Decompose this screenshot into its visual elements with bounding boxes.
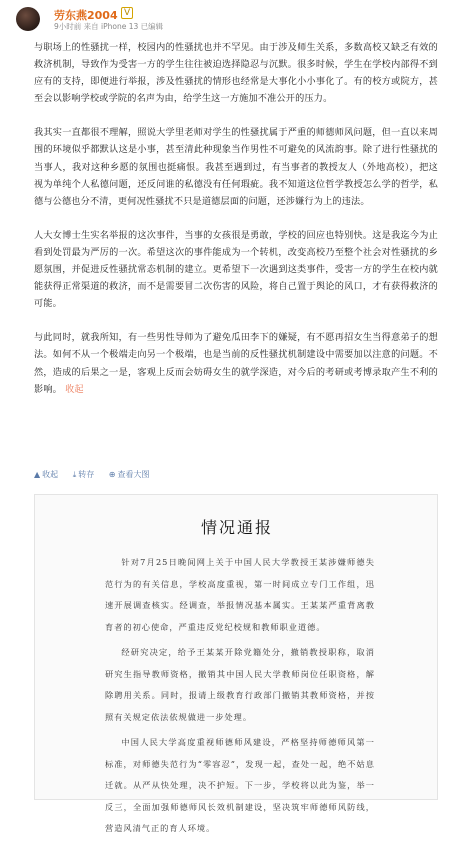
post-paragraph-1: 与职场上的性骚扰一样，校园内的性骚扰也并不罕见。由于涉及师生关系，多数高校又缺乏有效的救济机制，导致作为受害一方的学生往往被迫选择隐忍与沉默。很多时候，学生在学校内部得不到应有的支持，即便进行举报，涉及性骚扰的情形也经常是大事化小小事化了。有的校方或院方，甚至会以影响学校或学院的名声为由，给学生这一方施加不准公开的压力。 [34,43,438,105]
view-large-label: 查看大图 [117,470,150,479]
username[interactable]: 劳东燕2004 [54,9,118,22]
vip-badge: V [121,7,133,19]
notice-paragraph-1: 针对7月25日晚间网上关于中国人民大学教授王某涉嫌师德失范行为的有关信息，学校高度重视，第一时间成立专门工作组，迅速开展调查核实。经调查，举报情况基本属实。王某某严重背离教育者的初心使命，严重违反党纪校规和教师职业道德。 [105,557,375,632]
notice-body [105,552,375,844]
post-header [0,0,455,36]
collapse-action[interactable] [34,469,58,480]
post-paragraph-3: 人大女博士生实名举报的这次事件，当事的女孩很是勇敢，学校的回应也特别快。这是我迄今为止看到处罚最为严厉的一次。希望这次的事件能成为一个转机，改变高校乃至整个社会对性骚扰的乡愿氛围，并促进反性骚扰常态机制的建立。更希望下一次遇到这类事件，受害一方的学生在校内就能获得正常渠道的救济，而不是需要冒二次伤害的风险，将自己置于舆论的风口，才有获得救济的可能。 [34,230,438,310]
collapse-label: 收起 [42,470,59,479]
image-action-bar [34,469,162,483]
post-body [34,40,438,399]
post-paragraph-4 [34,330,438,398]
post-paragraph-2: 我其实一直都很不理解，照说大学里老师对学生的性骚扰属于严重的师德师风问题，但一直以来周围的环境似乎都默认这是小事，甚至清此种现象当作男性不可避免的风流韵事。除了进行性骚扰的当事人，我对这种乡愿的氛围也挺痛恨。我甚至遇到过，有当事者的教授友人（外地高校），把这视为单纯个人私德问题，还反问谁的私德没有任何瑕疵。我不知道这位哲学教授怎么学的哲学，私德与公德也分不清，更何况性骚扰不只是道德层面的问题，还涉嫌行为上的违法。 [34,128,438,207]
notice-image[interactable] [34,494,438,833]
collapse-icon: ▲ [34,470,41,479]
save-image-label: 转存 [78,470,95,479]
avatar[interactable] [16,7,40,31]
magnify-icon: ⊕ [108,470,116,479]
badges [118,7,133,19]
save-image-action[interactable] [73,469,95,480]
view-large-action[interactable] [109,469,150,480]
notice-paragraph-3: 中国人民大学高度重视师德师风建设，严格坚持师德师风第一标准，对师德失范行为“零容忍”，发现一起，查处一起，绝不姑息迁就。从严从快处理，决不护短。下一步，学校将以此为鉴，举一反三，全面加强师德师风长效机制建设，坚决筑牢师德师风防线，营造风清气正的育人环境。 [105,737,375,833]
post-paragraph-4-text: 与此同时，就我所知，有一些男性导师为了避免瓜田李下的嫌疑，有不愿再招女生当得意弟子的想法。如何不从一个极端走向另一个极端，也是当前的反性骚扰机制建设中需要加以注意的问题。不然，造成的后果之一是，客观上反而会妨碍女生的就学深造，对今后的考研或考博录取产生不利的影响。 [34,333,438,395]
post-meta: 9小时前 来自 iPhone 13 已编辑 [54,22,164,31]
notice-title: 情况通报 [200,518,273,537]
collapse-text-link[interactable]: 收起 [65,384,84,395]
notice-paragraph-2: 经研究决定，给予王某某开除党籍处分，撤销教授职称，取消研究生指导教师资格，撤销其中国人民大学教师岗位任职资格，解除聘用关系。同时，报请上级教育行政部门撤销其教师资格，并按照有关规定依法依规做进一步处理。 [105,647,375,722]
save-icon: ⤓ [72,470,77,479]
